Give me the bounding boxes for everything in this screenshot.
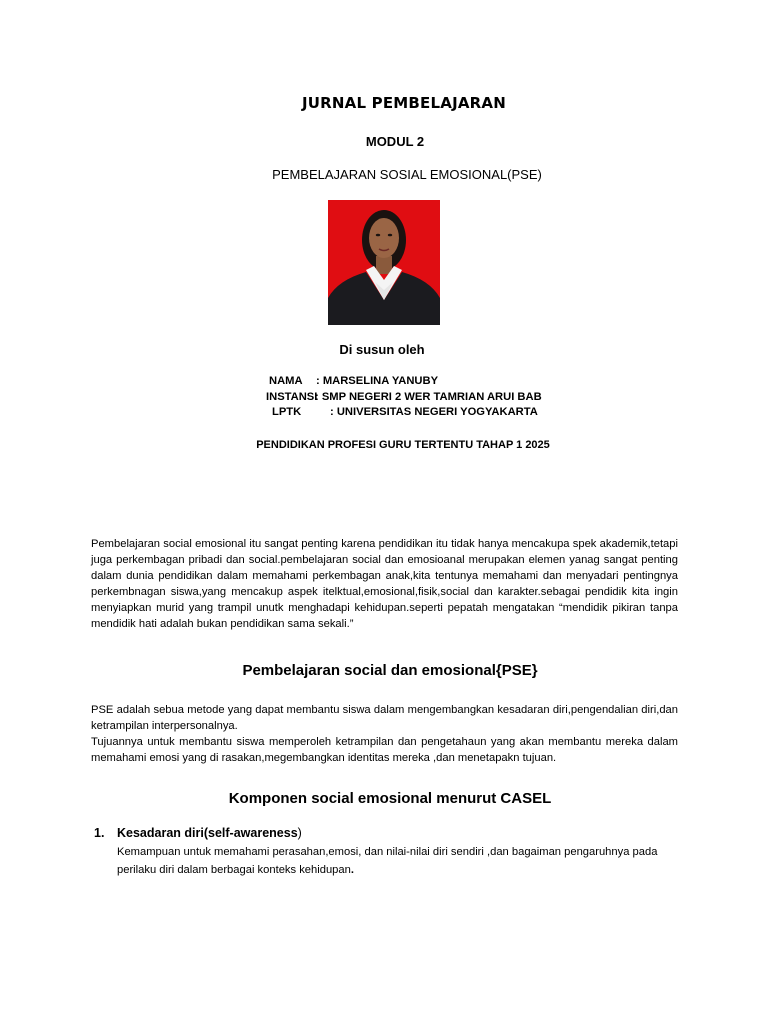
list-item-body-text: Kemampuan untuk memahami perasahan,emosi, dan nilai-nilai diri sendiri ,dan bagaiman pengaruhnya pada perilaku diri dalam berbagai konteks kehidupan: [117, 846, 658, 876]
document-subtitle: PEMBELAJARAN SOSIAL EMOSIONAL(PSE): [272, 167, 542, 182]
pse-definition-paragraph: PSE adalah sebua metode yang dapat membantu siswa dalam mengembangkan kesadaran diri,pengendalian diri,dan ketrampilan interpersonalnya.: [91, 704, 678, 732]
list-item-heading: [94, 826, 302, 840]
author-photo: [328, 200, 440, 325]
pse-goal-paragraph: Tujuannya untuk membantu siswa memperoleh ketrampilan dan pengetahaun yang akan membantu mereka dalam memahami emosi yang di rasakan,megembangkan identitas mereka ,dan menetapakn tujuan.: [91, 736, 678, 764]
document-title: JURNAL PEMBELAJARAN: [302, 94, 506, 112]
list-item-number: 1.: [94, 826, 105, 840]
section-heading-casel: Komponen social emosional menurut CASEL: [228, 790, 552, 807]
module-label: MODUL 2: [365, 134, 425, 149]
intro-paragraph: Pembelajaran social emosional itu sangat penting karena pendidikan itu tidak hanya mencakupa spek akademik,tetapi juga perkembagan pribadi dan social.pembelajaran social dan emosioanal merupakan elemen yanag sangat penting dalam dunia pendidikan dalam memahami perkembagan anak,kita tentunya memahami dan menyadari pentingnya perkembnagan siswa,yang mencakup aspek itelktual,emosional,fisik,social dan karakter.sebagai pendidik kita ingin menyiapkan murid yang trampil unutk menghadapi kehidupan.seperti pepatah mengatakan “mendidik pikiran tanpa mendidik hati adalah bukan pendidikan sama sekali.”: [91, 538, 678, 630]
lptk-label: LPTK: [272, 406, 302, 418]
instansi-value: : SMP NEGERI 2 WER TAMRIAN ARUI BAB: [315, 390, 542, 403]
nama-label: NAMA: [269, 375, 303, 387]
info-row-nama: [268, 374, 542, 390]
info-row-lptk: [268, 405, 542, 421]
list-item-body-suffix: .: [350, 864, 354, 876]
author-info: [268, 374, 542, 421]
section-heading-pse: Pembelajaran social dan emosional{PSE}: [242, 662, 538, 679]
list-item-title-suffix: ): [297, 826, 302, 840]
list-item-title: Kesadaran diri(self-awareness: [117, 826, 298, 840]
portrait-image: [328, 200, 440, 325]
nama-value: : MARSELINA YANUBY: [316, 375, 439, 387]
lptk-value: : UNIVERSITAS NEGERI YOGYAKARTA: [330, 406, 538, 418]
info-row-instansi: [268, 390, 542, 406]
list-item-body: [117, 843, 678, 879]
program-label: PENDIDIKAN PROFESI GURU TERTENTU TAHAP 1 2025: [256, 439, 550, 451]
author-byline: Di susun oleh: [339, 342, 425, 357]
instansi-label: INSTANSI: [266, 390, 318, 403]
